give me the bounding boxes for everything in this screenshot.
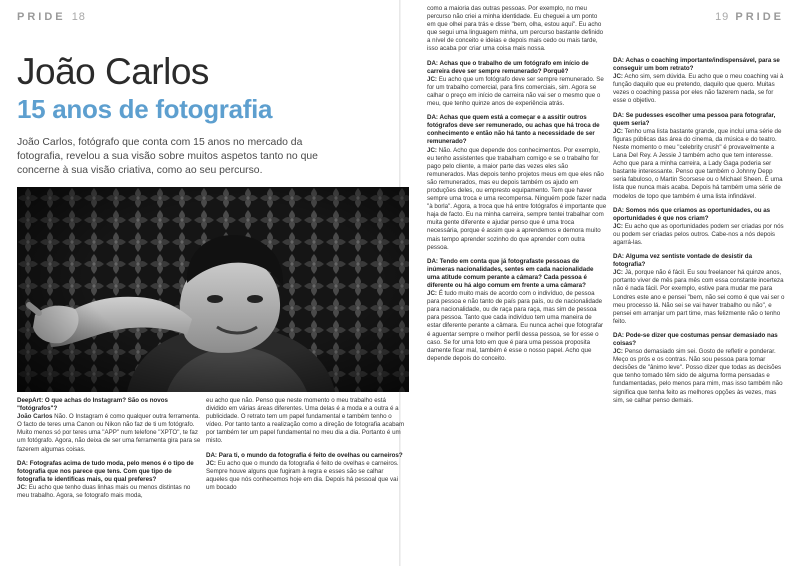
- answer: Penso demasiado sim sei. Gosto de refletir e ponderar. Meço os prós e os contras. Não sou pessoa para tomar decisões de "ânimo leve". Posso dizer que todas as decisões que tenho tomado têm sido de alguma forma pensadas e fundamentadas, pelo menos para mim, mas isso também não significa que tenha feito as melhores opções às vezes, mas sim, se calhar penso demais.: [613, 348, 783, 404]
- question: DA: Achas o coaching importante/indispensável, para se conseguir um bom retrato?: [613, 57, 780, 73]
- answer: Eu acho que as oportunidades podem ser criadas por nós ou podem ser criadas pelos outros. Cabe-nos a nós depois agarrá-las.: [613, 222, 784, 246]
- qa-block: [17, 397, 201, 454]
- answer: Eu acho que tenho duas linhas mais ou menos distintas no meu trabalho. Agora, se fotografo mais moda,: [17, 483, 191, 500]
- question: DA: Achas que o trabalho de um fotógrafo em início de carreira deve ser sempre remunerado? Porquê?: [427, 59, 589, 75]
- answer: Não. Acho que depende dos conhecimentos. Por exemplo, eu tenho assistentes que trabalham comigo e se o trabalho for pago pelo cliente, a maior parte das vezes eles são remunerados. Mas depois tenho projetos meus em que eles não são remunerados, mas eu depois também os ajudo em produções deles, ou empresto equipamento. Tem que haver sempre uma troca e uma recompensa. Ninguém pode fazer nada "à borla". Agora, a troca que há entre fotógrafos é importante que haja de facto. Eu na minha carreira, sempre tentei trabalhar com muita gente diferente e ajudar penso que é uma troca necessária, porque é assim que a aprendemos e demora muito mais tempo aprender sozinho do que aprender com outra pessoa.: [427, 146, 607, 251]
- qa-block: [613, 112, 785, 201]
- answer: Já, porque não é fácil. Eu sou freelancer há quinze anos, portanto viver de mês para mês com essa constante incerteza não é nada fácil. Por exemplo, estive para mudar me para Londres este ano e pensei "bem, não sei como é que vai ser o meu processo lá. Não sei se vai haver trabalho ou não", e pensei em arranjar um part time, mas felizmente não o tenho feito.: [613, 269, 785, 325]
- qa-block: [427, 60, 607, 109]
- folio-left: [17, 11, 86, 23]
- question: DA: Para ti, o mundo da fotografia é feito de ovelhas ou carneiros?: [206, 451, 403, 459]
- qa-block: [206, 397, 406, 446]
- answer-tag: JC:: [613, 222, 623, 230]
- answer-tag: JC:: [613, 127, 623, 135]
- answer-tag: JC:: [613, 73, 623, 81]
- qa-block: [427, 5, 607, 54]
- qa-block: [613, 253, 785, 326]
- portrait-photo: [17, 187, 409, 392]
- answer: como a maioria das outras pessoas. Por exemplo, no meu percurso não criei a minha identidade. Eu cheguei a um ponto em que olhei para trás e disse "bem, olha, estou aqui". Eu acho que segui uma linguagem minha, um percurso bastante definido a nível de conceito e ideias e depois mais cedo ou mais tarde, isso acaba por criar uma coisa mais nossa.: [427, 5, 604, 53]
- answer-tag: JC:: [17, 483, 27, 491]
- answer-tag: JC:: [613, 269, 623, 277]
- folio-left-word: PRIDE: [17, 11, 66, 23]
- answer: Acho sim, sem dúvida. Eu acho que o meu coaching vai à função daquilo que eu pretendo, daquilo que quero. Muitas vezes o coaching passa por eles não fazerem nada, se for esse o objetivo.: [613, 73, 784, 105]
- answer: Não. O Instagram é como qualquer outra ferramenta. O facto de teres uma Canon ou Nikon não faz de ti um fotógrafo. Muito menos só por teres uma "APP" num telefone "XPTO", te faz um fotógrafo. Agora, não deixa de ser uma ferramenta gira para se fazerem algumas coisas.: [17, 413, 201, 453]
- question: DA: Achas que quem está a começar e a assitir outros fotógrafos deve ser remunerado, ou achas que há troca de conhecimento e então não há tanto a necessidade de ser remunerado?: [427, 114, 600, 146]
- portrait-illustration: [17, 187, 409, 392]
- answer: eu acho que não. Penso que neste momento o meu trabalho está dividido em várias áreas diferentes. Uma delas é a moda e a outra é a publicidade. O retrato tem um papel fundamental e também tenho o vídeo. Por tanto tanto a realização como a direção de fotografia acabam por também ter um papel fundamental no meu dia a dia. Portanto é um misto.: [206, 397, 405, 445]
- column-3: [427, 5, 607, 369]
- answer-tag: JC:: [613, 348, 623, 356]
- question: DA: Fotografas acima de tudo moda, pelo menos é o tipo de fotografia que nos parece que tens. Com que tipo de fotografia te identificas mais, ou qual preferes?: [17, 459, 194, 483]
- answer: Tenho uma lista bastante grande, que inclui uma série de figuras públicas das área do cinema, da música e do teatro. Neste momento o meu "celebrity crush" é provavelmente a Lana Del Rey. A Jessie J também acho que tem interesse. Acho que para a minha carreira, a Lady Gaga poderia ser bastante interessante. Penso que também o Johnny Depp seria fabuloso, o Martin Scorsese ou o Michael Sheen. É uma lista que nunca mais acaba. Depois há também uma série de modelos de topo que também é uma lista infindável.: [613, 127, 783, 200]
- qa-block: [427, 258, 607, 363]
- answer: Eu acho que o mundo da fotografia é feito de ovelhas e carneiros. Sempre houve alguns que fugiram à regra e esses são se calhar aqueles que nós conhecemos hoje em dia. Depois há pessoal que vai um bocado: [206, 459, 399, 491]
- answer-tag: JC:: [427, 290, 437, 298]
- answer-tag: JC:: [206, 459, 216, 467]
- column-1: [17, 397, 201, 506]
- column-4: [613, 57, 785, 411]
- question: DeepArt: O que achas do Instagram? São os novos "fotógrafos"?: [17, 397, 168, 413]
- answer-tag: JC:: [427, 75, 437, 83]
- qa-block: [613, 57, 785, 106]
- folio-right: [715, 11, 784, 23]
- answer: É tudo muito mais de acordo com o indivíduo, de pessoa para pessoa e não tanto de país para país, ou de nacionalidade para nacionalidade, ou de raça para raça, mas sim de pessoa para pessoa. Tanto que cada indivíduo tem uma maneira de estar diferente perante a câmara. Eu nunca achei que fotografar é aguentar sempre o melhor perfil dessa pessoa, se for esse o caso. Se for uma foto em que é para uma pessoa proposita damente ficar mal, também é esse o nosso papel. Acho que depende depois do conceito.: [427, 290, 604, 362]
- folio-left-page: 18: [71, 11, 86, 23]
- answer: Eu acho que um fotógrafo deve ser sempre remunerado. Se for um trabalho comercial, para fins comerciais, sim. Agora se calhar o preço em início de carreira não vai ser o mesmo que o meu, que tenho quinze anos de experiência atrás.: [427, 75, 604, 108]
- article-intro: João Carlos, fotógrafo que conta com 15 anos no mercado da fotografia, revelou a sua visão sobre muitos aspetos tanto no que concerne à sua visão criativa, como ao seu percurso.: [17, 137, 318, 176]
- question: DA: Tendo em conta que já fotografaste pessoas de inúmeras nacionalidades, sentes em cada nacionalidade uma atitude comum perante a câmara? Cada pessoa é diferente ou há algo comum em frente a uma câmara?: [427, 257, 594, 289]
- folio-right-page: 19: [715, 11, 730, 23]
- column-2: [206, 397, 406, 498]
- answer-tag: João Carlos: [17, 413, 53, 421]
- question: DA: Se pudesses escolher uma pessoa para fotografar, quem seria?: [613, 111, 776, 127]
- answer-tag: JC:: [427, 146, 437, 154]
- qa-block: [206, 452, 406, 492]
- question: DA: Somos nós que criamos as oportunidades, ou as oportunidades é que nos criam?: [613, 206, 771, 222]
- qa-block: [613, 332, 785, 405]
- qa-block: [427, 114, 607, 252]
- qa-block: [613, 207, 785, 247]
- article-title: João Carlos: [17, 51, 209, 92]
- question: DA: Pode-se dizer que costumas pensar demasiado nas coisas?: [613, 331, 778, 347]
- qa-block: [17, 460, 201, 500]
- question: DA: Alguma vez sentiste vontade de desistir da fotografia?: [613, 253, 753, 269]
- folio-right-word: PRIDE: [735, 11, 784, 23]
- article-subtitle: 15 anos de fotografia: [17, 94, 273, 124]
